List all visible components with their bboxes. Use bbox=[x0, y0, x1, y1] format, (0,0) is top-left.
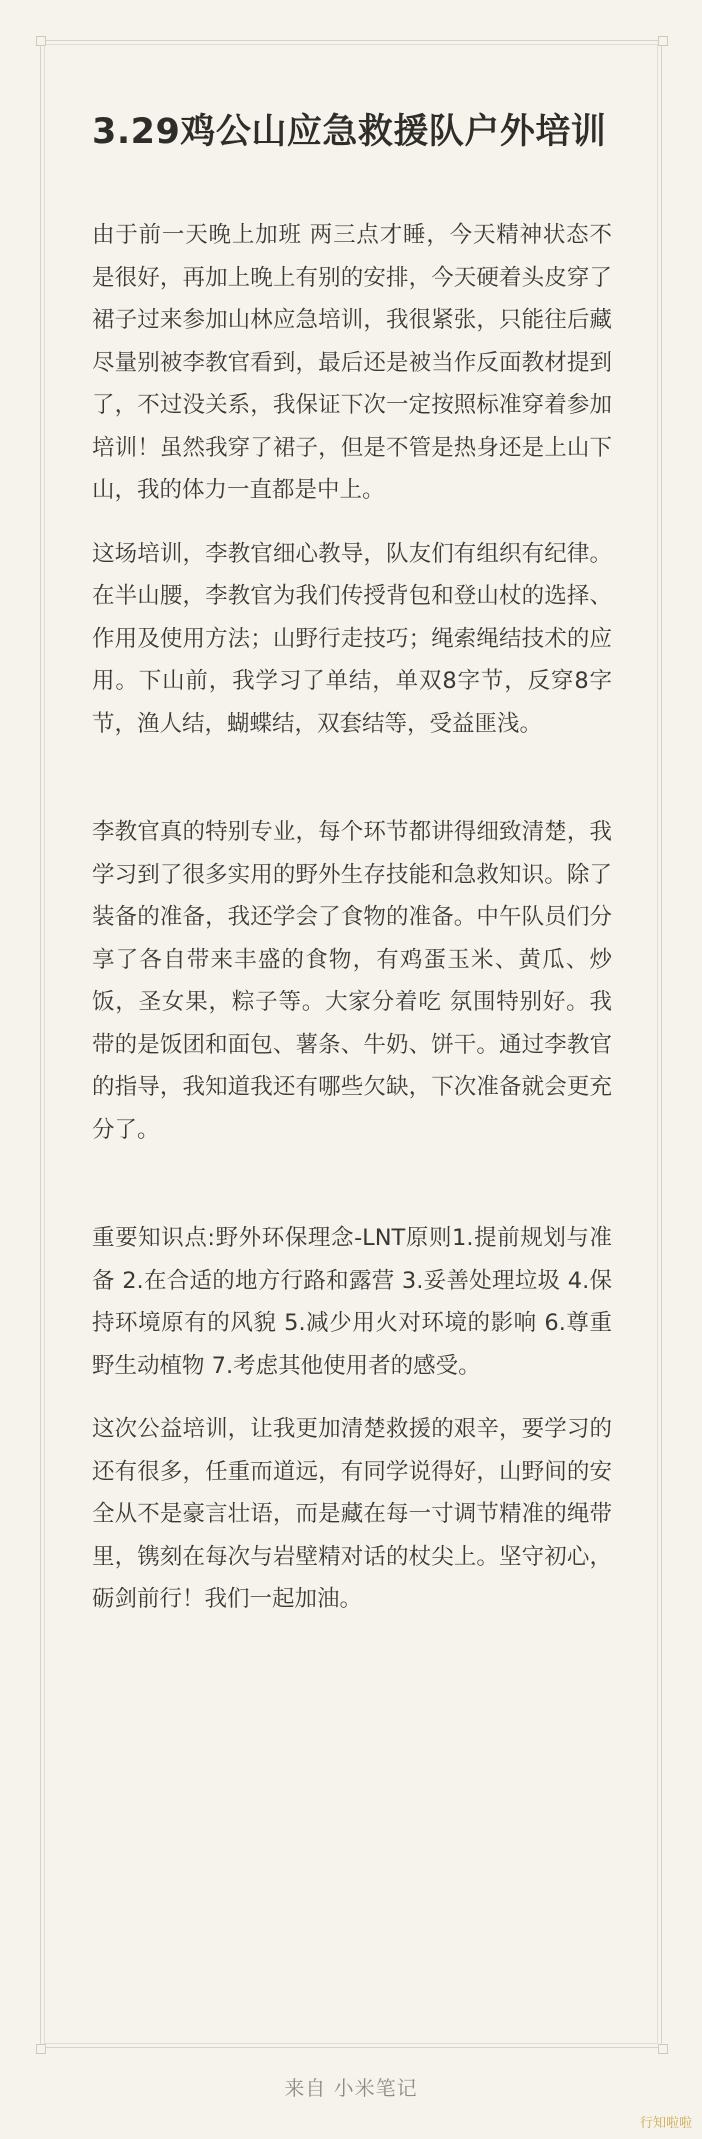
note-content bbox=[92, 108, 612, 1621]
watermark: 行知啦啦 bbox=[639, 2116, 692, 2131]
corner-ornament bbox=[658, 2044, 668, 2054]
paragraph-spacer bbox=[92, 1151, 612, 1217]
source-label: 来自 小米笔记 bbox=[284, 2076, 418, 2100]
paragraph: 由于前一天晚上加班 两三点才睡，今天精神状态不是很好，再加上晚上有别的安排，今天硬着头皮穿了裙子过来参加山林应急培训，我很紧张，只能往后藏尽量别被李教官看到，最后还是被当作反面教材提到了，不过没关系，我保证下次一定按照标准穿着参加培训！虽然我穿了裙子，但是不管是热身还是上山下山，我的体力一直都是中上。 bbox=[92, 222, 612, 503]
paragraph-spacer bbox=[92, 512, 612, 533]
paragraph: 这场培训，李教官细心教导，队友们有组织有纪律。在半山腰，李教官为我们传授背包和登山杖的选择、作用及使用方法；山野行走技巧；绳索绳结技术的应用。下山前，我学习了单结，单双8字节，反穿8字节，渔人结，蝴蝶结，双套结等，受益匪浅。 bbox=[92, 540, 612, 737]
corner-ornament bbox=[658, 36, 668, 46]
paragraph-spacer bbox=[92, 745, 612, 811]
corner-ornament bbox=[36, 36, 46, 46]
paragraph-spacer bbox=[92, 1387, 612, 1408]
paragraph: 重要知识点:野外环保理念-LNT原则1.提前规划与准备 2.在合适的地方行路和露营 3.妥善处理垃圾 4.保持环境原有的风貌 5.减少用火对环境的影响 6.尊重野生动植物 7.考虑其他使用者的感受。 bbox=[92, 1225, 612, 1379]
corner-ornament bbox=[36, 2044, 46, 2054]
note-title: 3.29鸡公山应急救援队户外培训 bbox=[92, 112, 607, 152]
paragraph: 李教官真的特别专业，每个环节都讲得细致清楚，我学习到了很多实用的野外生存技能和急救知识。除了装备的准备，我还学会了食物的准备。中午队员们分享了各自带来丰盛的食物，有鸡蛋玉米、黄瓜、炒饭，圣女果，粽子等。大家分着吃 氛围特别好。我带的是饭团和面包、薯条、牛奶、饼干。通过李教官的指导，我知道我还有哪些欠缺，下次准备就会更充分了。 bbox=[92, 819, 612, 1143]
paragraph: 这次公益培训，让我更加清楚救援的艰辛，要学习的还有很多，任重而道远，有同学说得好，山野间的安全从不是豪言壮语，而是藏在每一寸调节精准的绳带里，镌刻在每次与岩壁精对话的杖尖上。坚守初心，砺剑前行！我们一起加油。 bbox=[92, 1416, 612, 1612]
